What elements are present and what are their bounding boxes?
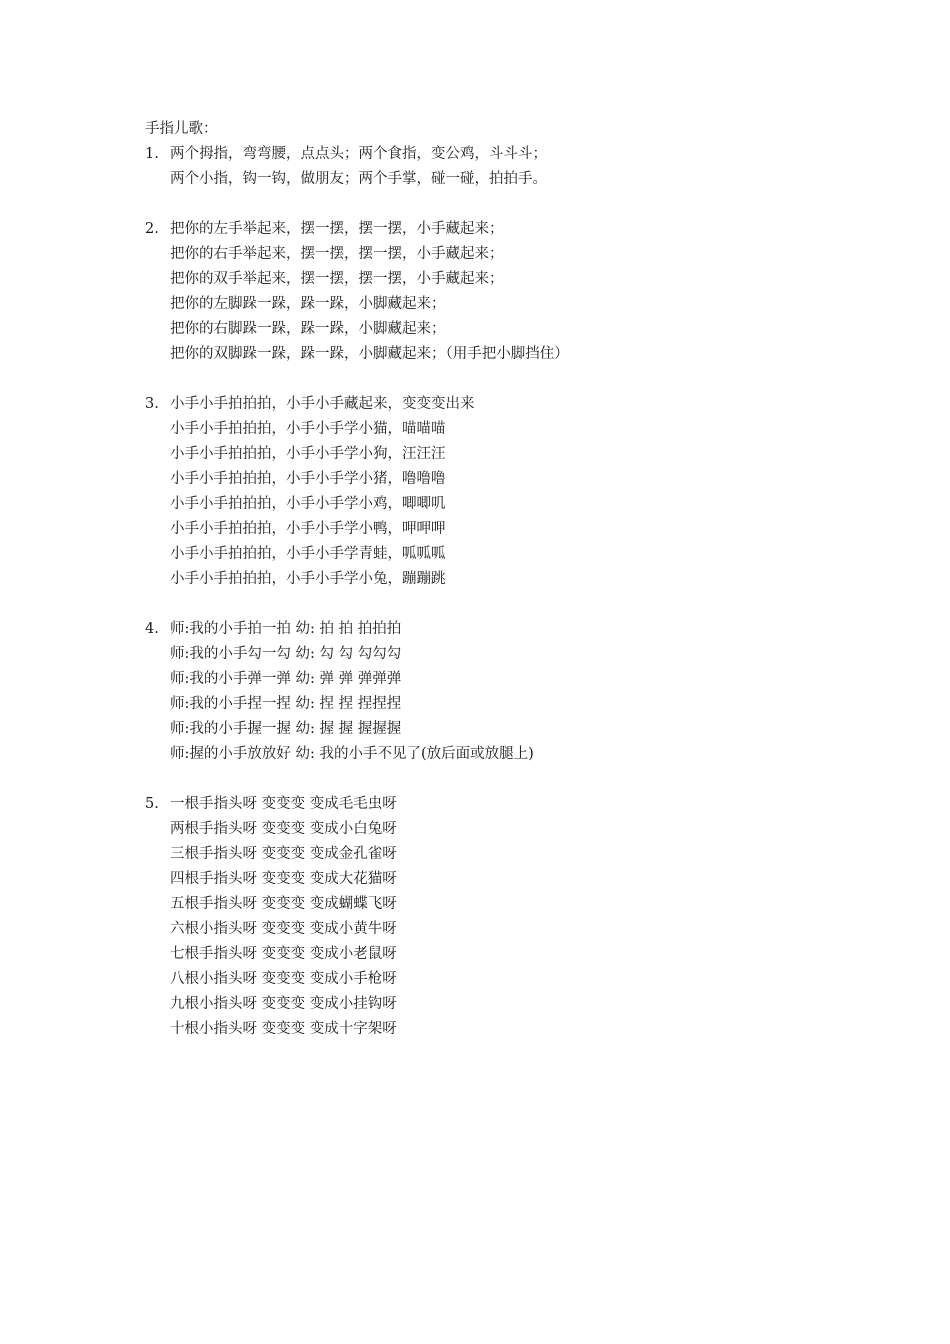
section-number: 1. [145,146,159,162]
rhyme-line: 小手小手拍拍拍，小手小手学小兔，蹦蹦跳 [170,571,446,587]
rhyme-line: 师:我的小手握一握 幼: 握 握 握握握 [170,721,402,737]
rhyme-line: 八根小指头呀 变变变 变成小手枪呀 [170,971,397,987]
rhyme-line: 把你的双手举起来，摆一摆，摆一摆，小手藏起来； [170,271,504,287]
rhyme-section-2 [145,217,569,367]
rhyme-section-3 [145,392,569,592]
rhyme-line: 师:我的小手弹一弹 幼: 弹 弹 弹弹弹 [170,671,402,687]
rhyme-line: 小手小手拍拍拍，小手小手学小鸭，呷呷呷 [170,521,446,537]
rhyme-line: 两个拇指，弯弯腰，点点头；两个食指，变公鸡，斗斗斗； [170,146,547,162]
rhyme-line: 师:我的小手捏一捏 幼: 捏 捏 捏捏捏 [170,696,402,712]
document-title: 手指儿歌： [145,121,218,137]
rhyme-line: 小手小手拍拍拍，小手小手藏起来，变变变出来 [170,396,475,412]
rhyme-line: 把你的左手举起来，摆一摆，摆一摆，小手藏起来； [170,221,504,237]
rhyme-line: 师:握的小手放放好 幼: 我的小手不见了(放后面或放腿上) [170,746,534,762]
rhyme-line: 小手小手拍拍拍，小手小手学小猫，喵喵喵 [170,421,446,437]
section-number: 2. [145,221,159,237]
section-number: 3. [145,396,159,412]
rhyme-line: 小手小手拍拍拍，小手小手学小鸡，唧唧叽 [170,496,446,512]
section-number: 4. [145,621,159,637]
rhyme-section-4 [145,617,569,767]
rhyme-section-1 [145,142,569,192]
rhyme-section-5 [145,792,569,1042]
rhyme-line: 六根小指头呀 变变变 变成小黄牛呀 [170,921,397,937]
rhyme-line: 七根手指头呀 变变变 变成小老鼠呀 [170,946,397,962]
rhyme-line: 把你的双脚跺一跺，跺一跺，小脚藏起来；（用手把小脚挡住） [170,346,569,362]
rhyme-line: 一根手指头呀 变变变 变成毛毛虫呀 [170,796,397,812]
section-number: 5. [145,796,159,812]
rhyme-line: 九根小指头呀 变变变 变成小挂钩呀 [170,996,397,1012]
rhyme-line: 四根手指头呀 变变变 变成大花猫呀 [170,871,397,887]
rhyme-line: 两根手指头呀 变变变 变成小白兔呀 [170,821,397,837]
rhyme-line: 小手小手拍拍拍，小手小手学青蛙，呱呱呱 [170,546,446,562]
document-body [145,117,569,1042]
rhyme-line: 两个小指，钩一钩，做朋友；两个手掌，碰一碰，拍拍手。 [170,171,547,187]
rhyme-line: 把你的右脚跺一跺，跺一跺，小脚藏起来； [170,321,446,337]
rhyme-line: 五根手指头呀 变变变 变成蝴蝶飞呀 [170,896,397,912]
rhyme-line: 把你的左脚跺一跺，跺一跺，小脚藏起来； [170,296,446,312]
rhyme-line: 把你的右手举起来，摆一摆，摆一摆，小手藏起来； [170,246,504,262]
rhyme-line: 小手小手拍拍拍，小手小手学小狗，汪汪汪 [170,446,446,462]
rhyme-line: 师:我的小手拍一拍 幼: 拍 拍 拍拍拍 [170,621,402,637]
rhyme-line: 十根小指头呀 变变变 变成十字架呀 [170,1021,397,1037]
rhyme-line: 小手小手拍拍拍，小手小手学小猪，噜噜噜 [170,471,446,487]
rhyme-line: 师:我的小手勾一勾 幼: 勾 勾 勾勾勾 [170,646,402,662]
rhyme-line: 三根手指头呀 变变变 变成金孔雀呀 [170,846,397,862]
